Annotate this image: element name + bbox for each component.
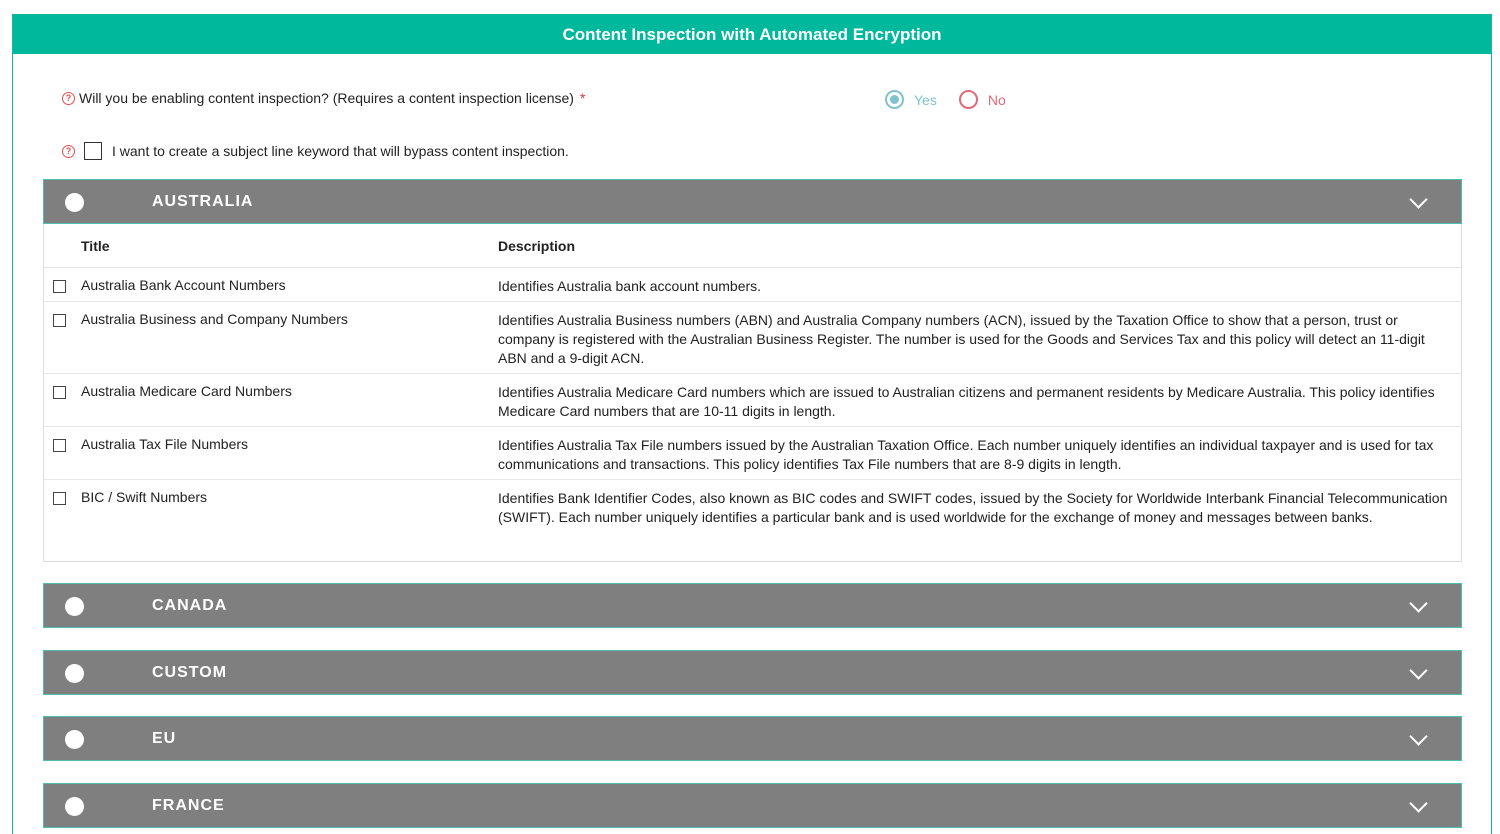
row-title: BIC / Swift Numbers — [81, 489, 208, 505]
section-france-header[interactable] — [43, 783, 1462, 828]
row-title: Australia Bank Account Numbers — [81, 277, 286, 293]
row-title: Australia Tax File Numbers — [81, 436, 249, 452]
content-inspection-panel — [12, 14, 1492, 834]
policy-table — [43, 224, 1462, 562]
section-title: EU — [152, 729, 177, 747]
row-checkbox[interactable] — [53, 386, 66, 399]
help-icon[interactable]: ? — [62, 92, 75, 105]
section-australia-header[interactable] — [43, 179, 1462, 224]
row-checkbox[interactable] — [53, 492, 66, 505]
chevron-down-icon[interactable] — [1409, 727, 1427, 745]
section-france — [43, 783, 1462, 828]
bypass-keyword-label[interactable]: I want to create a subject line keyword that will bypass content inspection. — [112, 143, 569, 159]
row-checkbox[interactable] — [53, 314, 66, 327]
section-title: FRANCE — [152, 796, 225, 814]
bypass-keyword-row — [62, 142, 569, 160]
row-checkbox[interactable] — [53, 280, 66, 293]
table-row — [44, 268, 1461, 302]
question-label: Will you be enabling content inspection? (Requires a content inspection license) — [79, 90, 574, 106]
required-marker: * — [579, 90, 586, 106]
chevron-down-icon[interactable] — [1409, 594, 1427, 612]
section-custom-header[interactable] — [43, 650, 1462, 695]
section-eu-header[interactable] — [43, 716, 1462, 761]
row-checkbox[interactable] — [53, 439, 66, 452]
section-select-radio[interactable] — [65, 664, 84, 683]
row-description: Identifies Australia Business numbers (ABN) and Australia Company numbers (ACN), issued by the Taxation Office to show that a person, trust or company is registered with the Australian Business Register. The number is used for the Goods and Services Tax and this policy will detect an 11-digit ABN and a 9-digit ACN. — [498, 312, 1425, 366]
chevron-down-icon[interactable] — [1409, 794, 1427, 812]
section-select-radio[interactable] — [65, 193, 84, 212]
radio-no-label[interactable]: No — [987, 91, 1006, 108]
table-row — [44, 374, 1461, 427]
table-row — [44, 480, 1461, 532]
panel-title: Content Inspection with Automated Encryption — [13, 15, 1491, 54]
radio-no[interactable] — [959, 90, 1006, 109]
table-header — [44, 224, 1461, 268]
section-eu — [43, 716, 1462, 761]
table-row — [44, 427, 1461, 480]
inspection-radio-group — [885, 90, 1028, 109]
table-row — [44, 302, 1461, 374]
section-title: CANADA — [152, 596, 228, 614]
section-select-radio[interactable] — [65, 597, 84, 616]
section-canada — [43, 583, 1462, 628]
section-canada-header[interactable] — [43, 583, 1462, 628]
chevron-down-icon[interactable] — [1409, 190, 1427, 208]
content-inspection-question — [62, 90, 585, 106]
section-title: CUSTOM — [152, 663, 228, 681]
section-custom — [43, 650, 1462, 695]
radio-no-circle[interactable] — [959, 90, 978, 109]
row-title: Australia Medicare Card Numbers — [81, 383, 292, 399]
bypass-keyword-checkbox[interactable] — [84, 142, 102, 160]
radio-yes-label[interactable]: Yes — [914, 91, 937, 108]
radio-yes[interactable] — [885, 90, 937, 109]
row-title: Australia Business and Company Numbers — [81, 311, 348, 327]
column-header-title: Title — [81, 237, 110, 254]
column-header-description: Description — [498, 237, 576, 254]
row-description: Identifies Australia Tax File numbers issued by the Australian Taxation Office. Each number uniquely identifies an individual taxpayer and is used for tax communications and transactions. This policy identifies Tax File numbers that are 8-9 digits in length. — [498, 437, 1434, 472]
row-description: Identifies Australia bank account numbers. — [498, 278, 762, 294]
radio-yes-circle[interactable] — [885, 90, 904, 109]
row-description: Identifies Australia Medicare Card numbers which are issued to Australian citizens and permanent residents by Medicare Australia. This policy identifies Medicare Card numbers that are 10-11 digits in length. — [498, 384, 1435, 419]
section-title: AUSTRALIA — [152, 192, 254, 210]
section-select-radio[interactable] — [65, 730, 84, 749]
row-description: Identifies Bank Identifier Codes, also known as BIC codes and SWIFT codes, issued by the Society for Worldwide Interbank Financial Telecommunication (SWIFT). Each number uniquely identifies a particular bank and is used worldwide for the exchange of money and messages between banks. — [498, 490, 1448, 525]
section-australia — [43, 179, 1462, 562]
help-icon[interactable]: ? — [62, 145, 75, 158]
chevron-down-icon[interactable] — [1409, 661, 1427, 679]
section-select-radio[interactable] — [65, 797, 84, 816]
